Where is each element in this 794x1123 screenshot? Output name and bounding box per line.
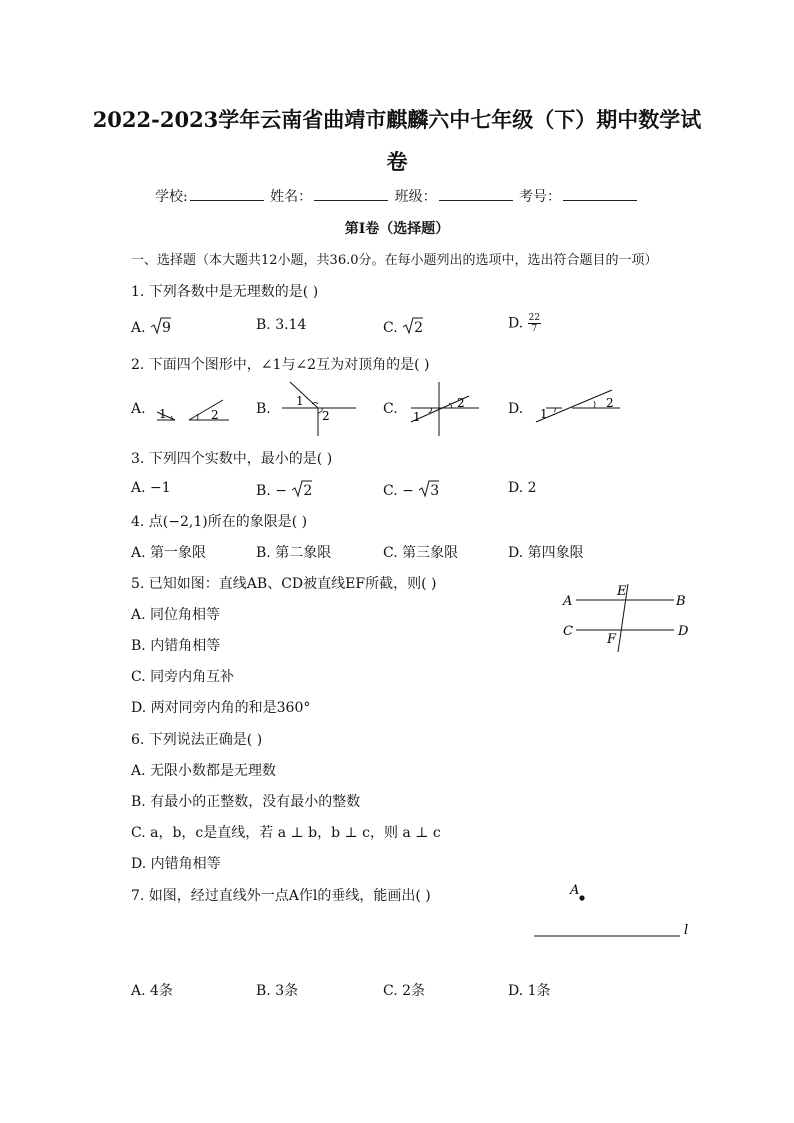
q5-option-c[interactable]: C. 同旁内角互补 <box>131 669 235 685</box>
fraction-22-7: $\frac{22}{7}$ <box>528 313 541 334</box>
q4-stem: 4. 点(−2,1)所在的象限是( ) <box>131 514 308 530</box>
school-blank[interactable] <box>190 188 264 201</box>
q3-stem: 3. 下列四个实数中，最小的是( ) <box>131 451 333 467</box>
volume-heading: 第I卷（选择题） <box>344 221 450 237</box>
svg-text:1: 1 <box>296 394 304 408</box>
q5-option-d[interactable]: D. 两对同旁内角的和是360° <box>131 700 311 716</box>
q2-option-a[interactable]: A. <box>131 401 146 417</box>
q4-option-a[interactable]: A. 第一象限 <box>131 545 207 561</box>
q7-option-b[interactable]: B. 3条 <box>256 983 299 999</box>
q1-option-d[interactable]: D. $\frac{22}{7}$ <box>508 313 541 334</box>
paper-title-line1: 2022-2023学年云南省曲靖市麒麟六中七年级（下）期中数学试 <box>92 107 702 132</box>
q1-option-b[interactable]: B. 3.14 <box>256 317 307 333</box>
student-info <box>0 186 794 206</box>
q5-stem: 5. 已知如图：直线AB、CD被直线EF所截，则( ) <box>131 576 437 592</box>
svg-text:2: 2 <box>606 396 614 410</box>
paper-title-line2: 卷 <box>386 149 408 174</box>
q1-option-a[interactable]: A. 9 <box>131 317 171 336</box>
q3-option-a[interactable]: A. −1 <box>131 480 171 496</box>
q2-option-c[interactable]: C. <box>383 401 398 417</box>
q3-option-c[interactable]: C. − 3 <box>383 480 439 499</box>
q6-option-a[interactable]: A. 无限小数都是无理数 <box>131 763 277 779</box>
svg-text:C: C <box>563 624 573 639</box>
class-blank[interactable] <box>439 188 513 201</box>
svg-text:2: 2 <box>457 396 465 410</box>
q2-figure-c[interactable] <box>403 380 483 438</box>
name-label: 姓名： <box>270 189 313 205</box>
svg-text:2: 2 <box>211 408 219 422</box>
q6-stem: 6. 下列说法正确是( ) <box>131 732 263 748</box>
q3-option-b[interactable]: B. − 2 <box>256 480 312 499</box>
svg-text:A: A <box>570 883 580 898</box>
q1-option-c[interactable]: C. 2 <box>383 317 423 336</box>
svg-text:D: D <box>678 624 689 639</box>
q2-option-d[interactable]: D. <box>508 401 524 417</box>
q2-figure-b[interactable] <box>276 378 360 438</box>
q4-option-c[interactable]: C. 第三象限 <box>383 545 459 561</box>
q4-option-d[interactable]: D. 第四象限 <box>508 545 584 561</box>
svg-text:B: B <box>676 594 686 609</box>
svg-text:1: 1 <box>540 407 548 421</box>
svg-text:F: F <box>607 632 617 647</box>
q7-option-c[interactable]: C. 2条 <box>383 983 426 999</box>
q1-stem: 1. 下列各数中是无理数的是( ) <box>131 284 319 300</box>
q7-option-a[interactable]: A. 4条 <box>131 983 173 999</box>
q2-figure-d[interactable] <box>528 386 624 430</box>
q2-stem: 2. 下面四个图形中，∠1与∠2互为对顶角的是( ) <box>131 357 430 373</box>
exam-no-blank[interactable] <box>563 188 637 201</box>
name-blank[interactable] <box>314 188 388 201</box>
svg-text:1: 1 <box>159 407 167 421</box>
school-label: 学校: <box>154 189 188 205</box>
q6-option-b[interactable]: B. 有最小的正整数，没有最小的整数 <box>131 794 361 810</box>
svg-text:E: E <box>617 584 627 599</box>
svg-text:1: 1 <box>413 410 421 424</box>
svg-text:A: A <box>563 594 573 609</box>
q4-option-b[interactable]: B. 第二象限 <box>256 545 332 561</box>
q5-figure <box>556 580 696 656</box>
q7-option-d[interactable]: D. 1条 <box>508 983 551 999</box>
point-a <box>579 895 584 900</box>
exam-no-label: 考号： <box>519 189 562 205</box>
q3-option-d[interactable]: D. 2 <box>508 480 537 496</box>
q2-option-b[interactable]: B. <box>256 401 271 417</box>
q7-figure <box>530 874 700 944</box>
q7-stem: 7. 如图，经过直线外一点A作l的垂线，能画出( ) <box>131 888 431 904</box>
q6-option-c[interactable]: C. a，b，c是直线，若 a ⊥ b，b ⊥ c，则 a ⊥ c <box>131 825 441 841</box>
q2-figure-a[interactable] <box>153 390 233 424</box>
q5-option-b[interactable]: B. 内错角相等 <box>131 638 221 654</box>
section-heading: 一、选择题（本大题共12小题，共36.0分。在每小题列出的选项中，选出符合题目的一项） <box>131 253 658 268</box>
q5-option-a[interactable]: A. 同位角相等 <box>131 607 221 623</box>
svg-text:2: 2 <box>322 409 330 423</box>
svg-text:l: l <box>684 923 689 938</box>
q6-option-d[interactable]: D. 内错角相等 <box>131 856 221 872</box>
class-label: 班级： <box>394 189 437 205</box>
